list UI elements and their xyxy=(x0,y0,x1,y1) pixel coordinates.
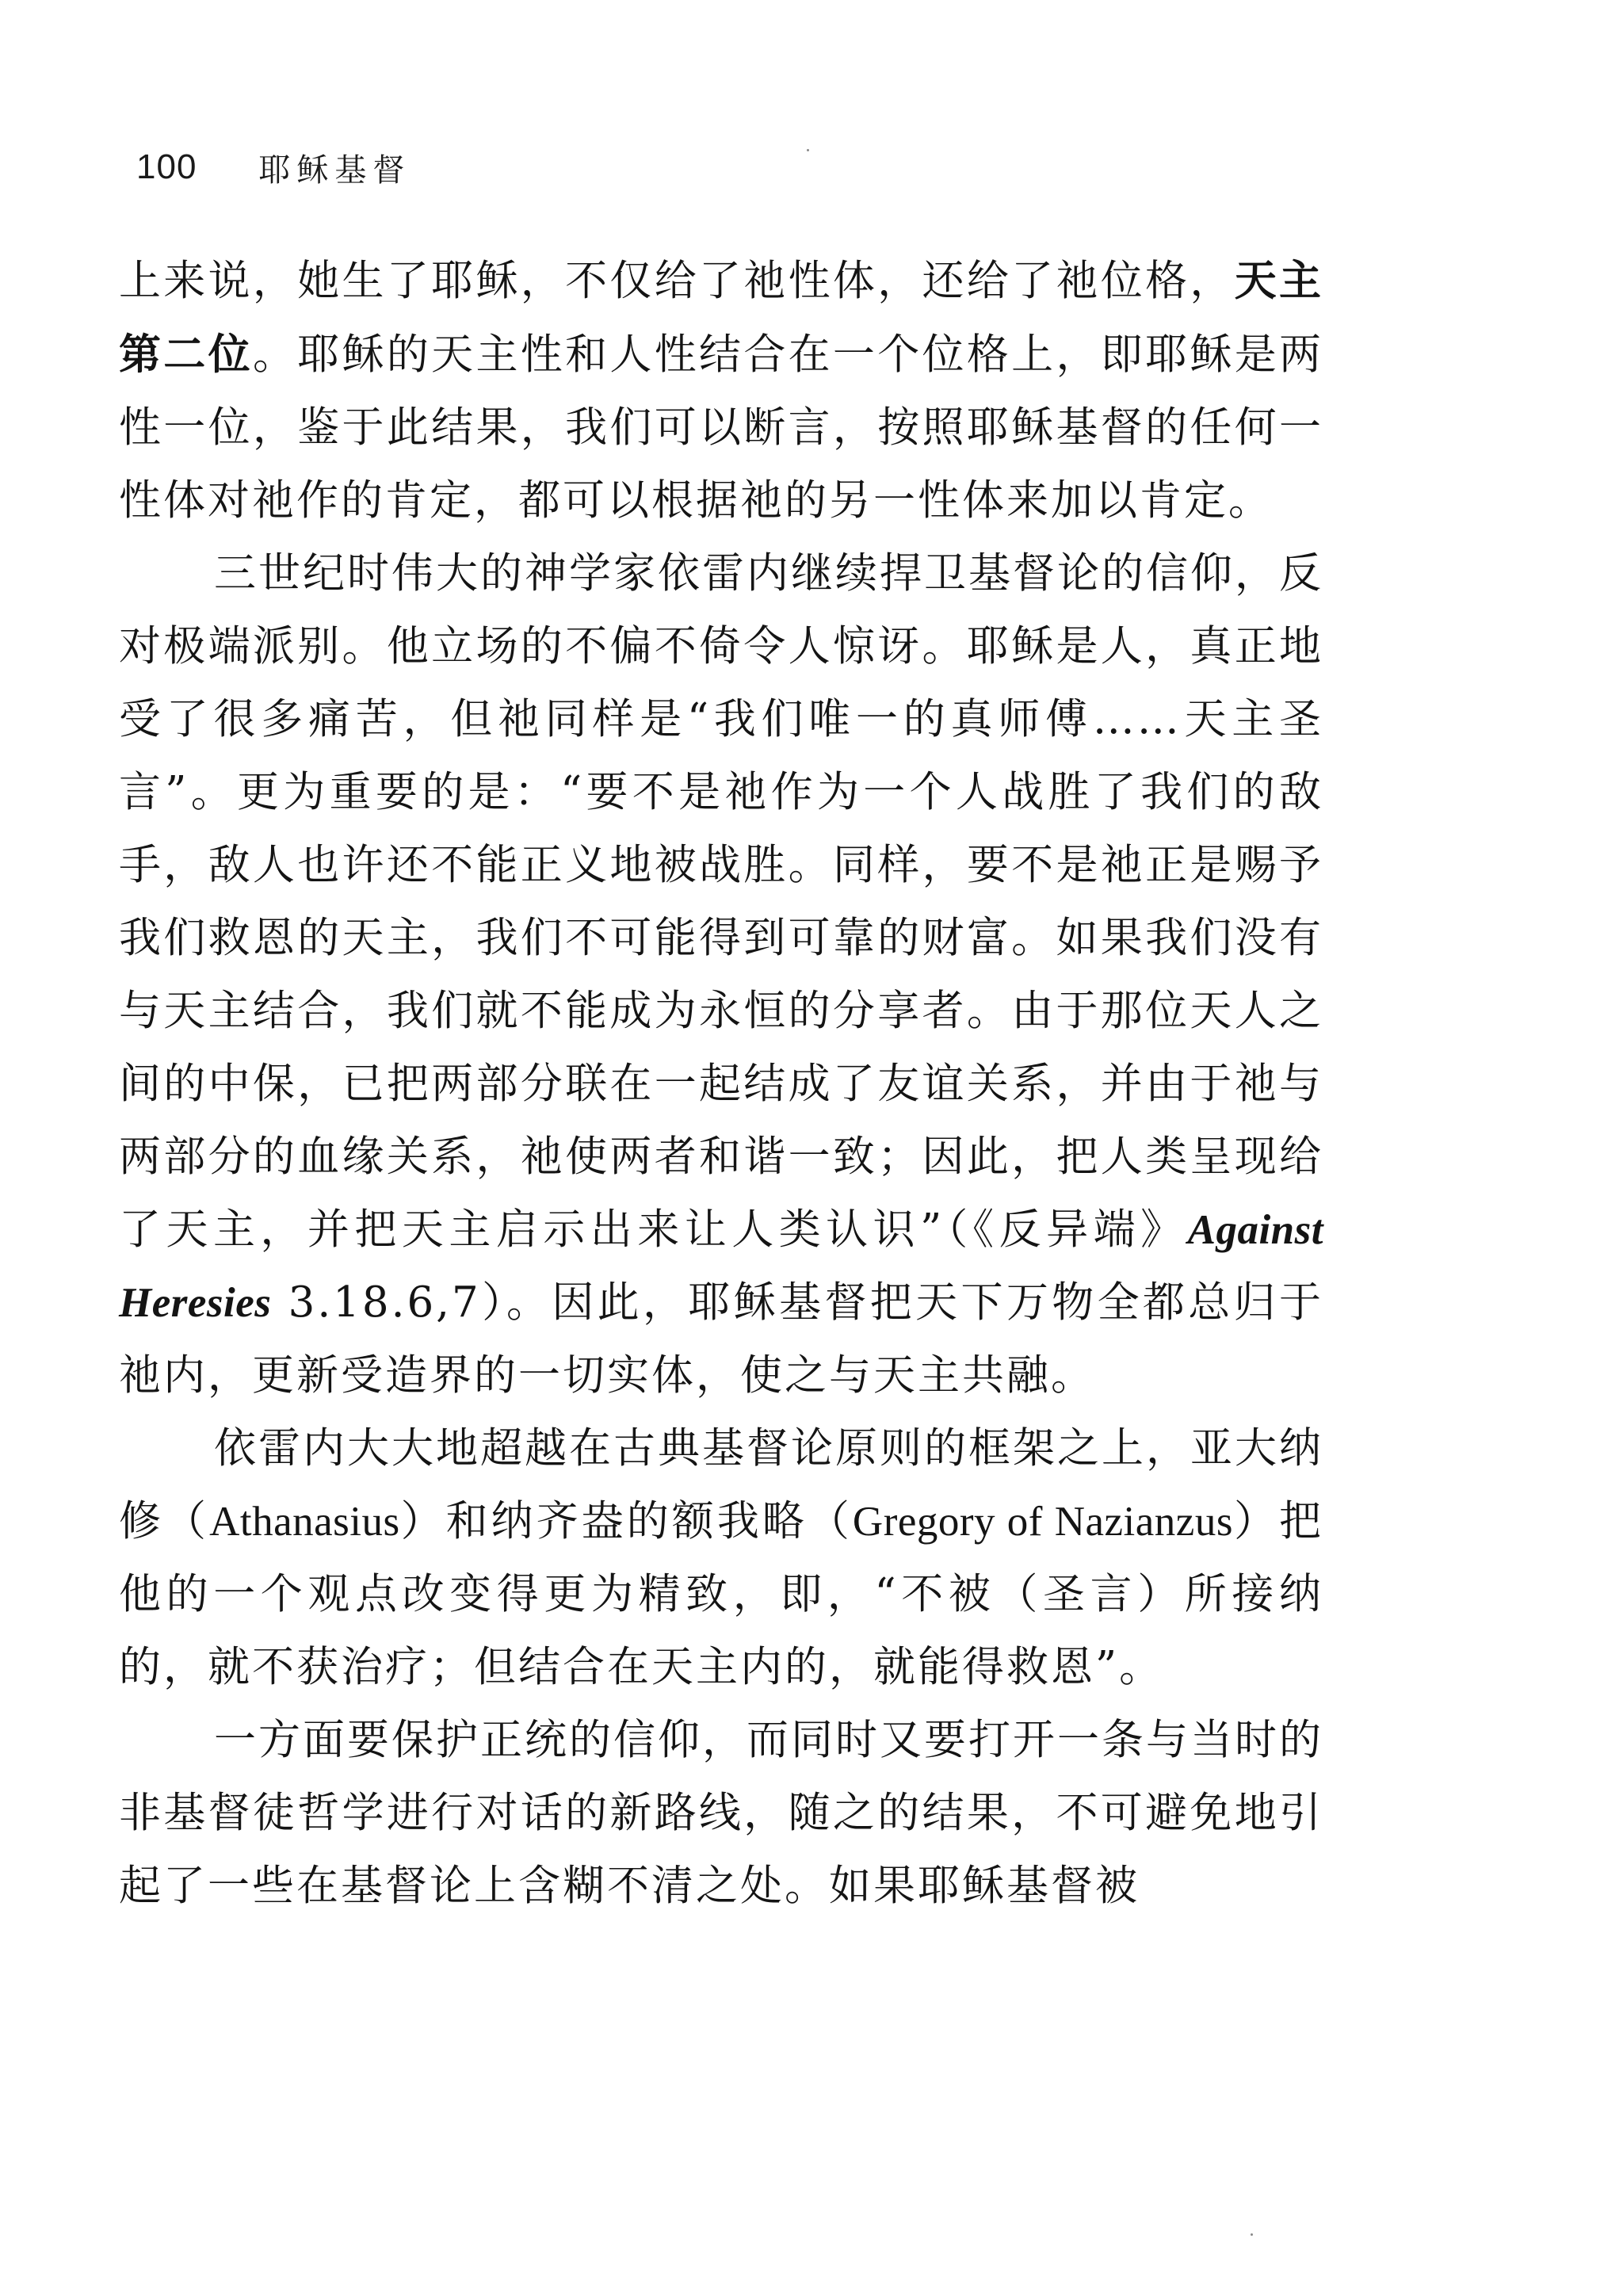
text-run: 一方面要保护正统的信仰，而同时又要打开一条与当时的非基督徒哲学进行对话的新路线，随之的结果，不可避免地引起了一些在基督论上含糊不清之处。如果耶稣基督被 xyxy=(119,1716,1323,1910)
book-title-latin: Against Heresies xyxy=(119,1207,1323,1326)
text-run: 三世纪时伟大的神学家依雷内继续捍卫基督论的信仰，反对极端派别。他立场的不偏不倚令人惊讶。耶稣是人，真正地受了很多痛苦，但祂同样是“我们唯一的真师傅……天主圣言”。更为重要的是：“要不是祂作为一个人战胜了我们的敌手，敌人也许还不能正义地被战胜。同样，要不是祂正是赐予我们救恩的天主，我们不可能得到可靠的财富。如果我们没有与天主结合，我们就不能成为永恒的分享者。由于那位天人之间的中保，已把两部分联在一起结成了友谊关系，并由于祂与两部分的血缘关系，祂使两者和谐一致；因此，把人类呈现给了天主，并把天主启示出来让人类认识”（《反异端》 xyxy=(119,549,1323,1254)
latin-name: Athanasius xyxy=(209,1499,400,1545)
paragraph xyxy=(119,244,1323,537)
text-run: ）和纳齐盎的额我略（ xyxy=(399,1497,853,1545)
scan-speck xyxy=(807,149,809,151)
paragraph xyxy=(119,537,1323,1412)
bold-term: 天主第二位 xyxy=(119,256,1324,379)
text-run: 上来说，她生了耶稣，不仅给了祂性体，还给了祂位格， xyxy=(119,257,1235,305)
page-header xyxy=(136,139,411,195)
text-run: 3.18.6,7）。因此，耶稣基督把天下万物全都总归于祂内，更新受造界的一切实体，使之与天主共融。 xyxy=(119,1278,1323,1400)
text-run: ）把他的一个观点改变得更为精致，即，“不被（圣言）所接纳的，就不获治疗；但结合在天主内的，就能得救恩”。 xyxy=(119,1497,1324,1691)
page-number: 100 xyxy=(136,147,197,186)
body-text xyxy=(119,244,1323,1923)
latin-name: Gregory of Nazianzus xyxy=(852,1499,1233,1545)
paragraph xyxy=(119,1704,1323,1923)
paragraph xyxy=(119,1412,1323,1704)
scan-speck xyxy=(1251,2233,1253,2236)
text-run: 。耶稣的天主性和人性结合在一个位格上，即耶稣是两性一位，鉴于此结果，我们可以断言，按照耶稣基督的任何一性体对祂作的肯定，都可以根据祂的另一性体来加以肯定。 xyxy=(119,330,1324,525)
running-title: 耶稣基督 xyxy=(258,151,411,189)
text-run: 依雷内大大地超越在古典基督论原则的框架之上，亚大纳修（ xyxy=(119,1424,1323,1545)
